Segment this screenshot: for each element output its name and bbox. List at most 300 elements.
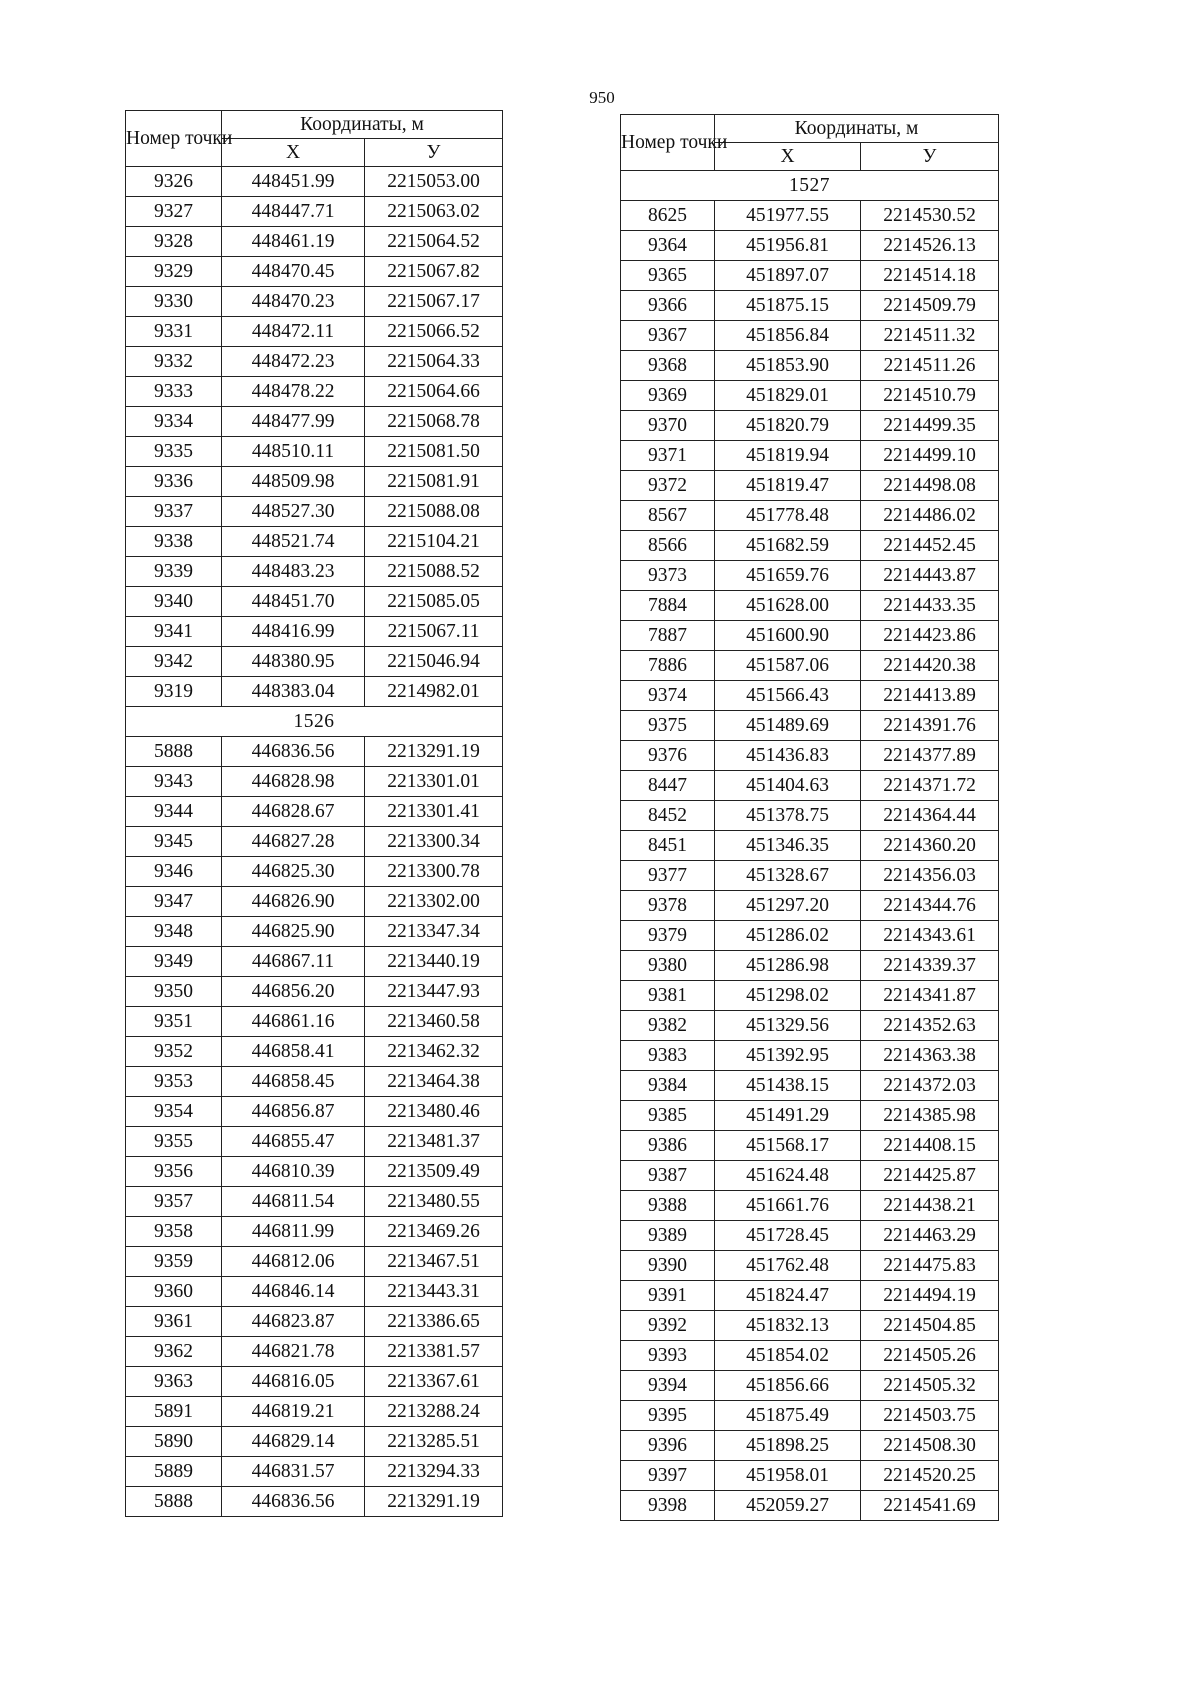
table-row bbox=[126, 287, 503, 317]
x-coordinate-cell: 451856.84 bbox=[715, 321, 861, 351]
point-number-cell: 9370 bbox=[621, 411, 715, 441]
table-row bbox=[126, 797, 503, 827]
point-number-cell: 9397 bbox=[621, 1461, 715, 1491]
point-number-cell: 9396 bbox=[621, 1431, 715, 1461]
point-number-cell: 9342 bbox=[126, 647, 222, 677]
point-number-cell: 9354 bbox=[126, 1097, 222, 1127]
point-number-cell: 9373 bbox=[621, 561, 715, 591]
x-coordinate-cell: 451297.20 bbox=[715, 891, 861, 921]
x-coordinate-cell: 451819.94 bbox=[715, 441, 861, 471]
point-number-cell: 9337 bbox=[126, 497, 222, 527]
x-coordinate-cell: 446825.90 bbox=[222, 917, 365, 947]
table-row bbox=[621, 1071, 999, 1101]
point-number-cell: 9376 bbox=[621, 741, 715, 771]
y-coordinate-cell: 2214510.79 bbox=[861, 381, 999, 411]
table-row bbox=[621, 1311, 999, 1341]
y-coordinate-cell: 2214503.75 bbox=[861, 1401, 999, 1431]
table-row bbox=[621, 1281, 999, 1311]
y-coordinate-cell: 2215063.02 bbox=[365, 197, 503, 227]
point-number-cell: 9366 bbox=[621, 291, 715, 321]
x-coordinate-cell: 446810.39 bbox=[222, 1157, 365, 1187]
point-number-cell: 9387 bbox=[621, 1161, 715, 1191]
table-row bbox=[621, 771, 999, 801]
x-coordinate-cell: 451659.76 bbox=[715, 561, 861, 591]
x-coordinate-cell: 451820.79 bbox=[715, 411, 861, 441]
table-row bbox=[126, 317, 503, 347]
x-coordinate-cell: 446828.67 bbox=[222, 797, 365, 827]
x-coordinate-cell: 451875.15 bbox=[715, 291, 861, 321]
point-number-cell: 8566 bbox=[621, 531, 715, 561]
table-row bbox=[126, 947, 503, 977]
y-coordinate-cell: 2214509.79 bbox=[861, 291, 999, 321]
x-coordinate-cell: 451566.43 bbox=[715, 681, 861, 711]
y-coordinate-cell: 2214494.19 bbox=[861, 1281, 999, 1311]
y-coordinate-cell: 2214463.29 bbox=[861, 1221, 999, 1251]
table-row bbox=[621, 1371, 999, 1401]
x-coordinate-cell: 448447.71 bbox=[222, 197, 365, 227]
point-number-cell: 9395 bbox=[621, 1401, 715, 1431]
x-coordinate-cell: 448477.99 bbox=[222, 407, 365, 437]
x-coordinate-cell: 446812.06 bbox=[222, 1247, 365, 1277]
x-coordinate-cell: 451778.48 bbox=[715, 501, 861, 531]
x-coordinate-cell: 448451.99 bbox=[222, 167, 365, 197]
table-row bbox=[621, 351, 999, 381]
table-row bbox=[621, 561, 999, 591]
x-coordinate-cell: 446816.05 bbox=[222, 1367, 365, 1397]
table-row bbox=[621, 981, 999, 1011]
x-coordinate-cell: 451378.75 bbox=[715, 801, 861, 831]
x-coordinate-cell: 451298.02 bbox=[715, 981, 861, 1011]
table-row bbox=[621, 1251, 999, 1281]
point-number-cell: 9348 bbox=[126, 917, 222, 947]
point-number-cell: 9372 bbox=[621, 471, 715, 501]
x-coordinate-cell: 451853.90 bbox=[715, 351, 861, 381]
point-number-cell: 9319 bbox=[126, 677, 222, 707]
x-coordinate-cell: 446826.90 bbox=[222, 887, 365, 917]
x-coordinate-cell: 451600.90 bbox=[715, 621, 861, 651]
point-number-cell: 9355 bbox=[126, 1127, 222, 1157]
x-coordinate-cell: 451762.48 bbox=[715, 1251, 861, 1281]
point-number-cell: 9359 bbox=[126, 1247, 222, 1277]
table-row bbox=[126, 1397, 503, 1427]
y-coordinate-cell: 2214420.38 bbox=[861, 651, 999, 681]
table-row bbox=[621, 1161, 999, 1191]
point-number-cell: 9377 bbox=[621, 861, 715, 891]
x-coordinate-cell: 451392.95 bbox=[715, 1041, 861, 1071]
x-coordinate-cell: 448483.23 bbox=[222, 557, 365, 587]
x-coordinate-cell: 451824.47 bbox=[715, 1281, 861, 1311]
table-row bbox=[126, 1067, 503, 1097]
point-number-cell: 9390 bbox=[621, 1251, 715, 1281]
x-coordinate-cell: 451856.66 bbox=[715, 1371, 861, 1401]
x-coordinate-cell: 446819.21 bbox=[222, 1397, 365, 1427]
table-row bbox=[621, 261, 999, 291]
table-row bbox=[621, 711, 999, 741]
point-number-cell: 9374 bbox=[621, 681, 715, 711]
table-row bbox=[621, 1401, 999, 1431]
point-number-cell: 9384 bbox=[621, 1071, 715, 1101]
point-number-cell: 9335 bbox=[126, 437, 222, 467]
y-coordinate-cell: 2213294.33 bbox=[365, 1457, 503, 1487]
point-number-cell: 9364 bbox=[621, 231, 715, 261]
table-row bbox=[126, 527, 503, 557]
y-coordinate-cell: 2214508.30 bbox=[861, 1431, 999, 1461]
y-coordinate-cell: 2214352.63 bbox=[861, 1011, 999, 1041]
point-number-cell: 7884 bbox=[621, 591, 715, 621]
table-row bbox=[126, 167, 503, 197]
x-coordinate-cell: 448527.30 bbox=[222, 497, 365, 527]
table-row bbox=[126, 557, 503, 587]
table-row bbox=[126, 767, 503, 797]
y-coordinate-cell: 2215088.08 bbox=[365, 497, 503, 527]
x-coordinate-cell: 452059.27 bbox=[715, 1491, 861, 1521]
x-coordinate-cell: 446836.56 bbox=[222, 1487, 365, 1517]
x-coordinate-cell: 448472.23 bbox=[222, 347, 365, 377]
point-number-cell: 9375 bbox=[621, 711, 715, 741]
y-coordinate-cell: 2213447.93 bbox=[365, 977, 503, 1007]
point-number-cell: 9334 bbox=[126, 407, 222, 437]
y-coordinate-cell: 2214526.13 bbox=[861, 231, 999, 261]
point-number-cell: 9393 bbox=[621, 1341, 715, 1371]
y-coordinate-cell: 2214514.18 bbox=[861, 261, 999, 291]
table-row bbox=[621, 231, 999, 261]
y-coordinate-cell: 2214377.89 bbox=[861, 741, 999, 771]
y-coordinate-cell: 2213481.37 bbox=[365, 1127, 503, 1157]
page-number: 950 bbox=[589, 88, 615, 107]
table-row bbox=[126, 617, 503, 647]
point-number-cell: 9398 bbox=[621, 1491, 715, 1521]
point-number-cell: 9382 bbox=[621, 1011, 715, 1041]
x-coordinate-cell: 446828.98 bbox=[222, 767, 365, 797]
section-row bbox=[621, 171, 999, 201]
point-number-cell: 9380 bbox=[621, 951, 715, 981]
point-number-cell: 9389 bbox=[621, 1221, 715, 1251]
y-coordinate-cell: 2213462.32 bbox=[365, 1037, 503, 1067]
y-coordinate-cell: 2214438.21 bbox=[861, 1191, 999, 1221]
y-coordinate-cell: 2214499.35 bbox=[861, 411, 999, 441]
table-row bbox=[621, 411, 999, 441]
table-row bbox=[126, 647, 503, 677]
point-number-cell: 9328 bbox=[126, 227, 222, 257]
table-body bbox=[621, 171, 999, 1521]
table-row bbox=[621, 501, 999, 531]
x-coordinate-cell: 448470.23 bbox=[222, 287, 365, 317]
table-row bbox=[126, 1247, 503, 1277]
point-number-cell: 9341 bbox=[126, 617, 222, 647]
table-row bbox=[621, 891, 999, 921]
y-coordinate-cell: 2213381.57 bbox=[365, 1337, 503, 1367]
y-coordinate-cell: 2213480.46 bbox=[365, 1097, 503, 1127]
y-coordinate-cell: 2214372.03 bbox=[861, 1071, 999, 1101]
y-coordinate-cell: 2215081.50 bbox=[365, 437, 503, 467]
x-coordinate-cell: 446861.16 bbox=[222, 1007, 365, 1037]
point-number-cell: 9360 bbox=[126, 1277, 222, 1307]
y-coordinate-cell: 2215068.78 bbox=[365, 407, 503, 437]
x-coordinate-cell: 448470.45 bbox=[222, 257, 365, 287]
point-number-cell: 9346 bbox=[126, 857, 222, 887]
point-number-cell: 9339 bbox=[126, 557, 222, 587]
x-coordinate-cell: 446829.14 bbox=[222, 1427, 365, 1457]
point-number-cell: 9381 bbox=[621, 981, 715, 1011]
y-coordinate-cell: 2213467.51 bbox=[365, 1247, 503, 1277]
x-coordinate-cell: 446831.57 bbox=[222, 1457, 365, 1487]
y-coordinate-cell: 2214413.89 bbox=[861, 681, 999, 711]
x-coordinate-cell: 451346.35 bbox=[715, 831, 861, 861]
y-coordinate-cell: 2215085.05 bbox=[365, 587, 503, 617]
point-number-cell: 9379 bbox=[621, 921, 715, 951]
y-coordinate-cell: 2214343.61 bbox=[861, 921, 999, 951]
table-row bbox=[126, 257, 503, 287]
x-coordinate-cell: 446825.30 bbox=[222, 857, 365, 887]
y-coordinate-cell: 2213285.51 bbox=[365, 1427, 503, 1457]
table-row bbox=[126, 467, 503, 497]
point-number-cell: 9350 bbox=[126, 977, 222, 1007]
x-coordinate-cell: 448509.98 bbox=[222, 467, 365, 497]
y-coordinate-cell: 2215066.52 bbox=[365, 317, 503, 347]
point-number-cell: 9352 bbox=[126, 1037, 222, 1067]
x-coordinate-cell: 448461.19 bbox=[222, 227, 365, 257]
y-coordinate-cell: 2214371.72 bbox=[861, 771, 999, 801]
point-number-cell: 7886 bbox=[621, 651, 715, 681]
point-number-cell: 5888 bbox=[126, 737, 222, 767]
x-coordinate-cell: 448472.11 bbox=[222, 317, 365, 347]
x-coordinate-cell: 448416.99 bbox=[222, 617, 365, 647]
point-number-cell: 9378 bbox=[621, 891, 715, 921]
section-row bbox=[126, 707, 503, 737]
point-number-cell: 9340 bbox=[126, 587, 222, 617]
table-row bbox=[621, 381, 999, 411]
y-coordinate-cell: 2215088.52 bbox=[365, 557, 503, 587]
x-column-header: X bbox=[222, 139, 365, 167]
x-coordinate-cell: 451977.55 bbox=[715, 201, 861, 231]
table-row bbox=[621, 441, 999, 471]
y-coordinate-cell: 2214511.32 bbox=[861, 321, 999, 351]
x-coordinate-cell: 451832.13 bbox=[715, 1311, 861, 1341]
point-number-cell: 9383 bbox=[621, 1041, 715, 1071]
x-coordinate-cell: 451286.98 bbox=[715, 951, 861, 981]
table-row bbox=[621, 1131, 999, 1161]
x-coordinate-cell: 451587.06 bbox=[715, 651, 861, 681]
y-coordinate-cell: 2215104.21 bbox=[365, 527, 503, 557]
table-row bbox=[126, 347, 503, 377]
y-coordinate-cell: 2214433.35 bbox=[861, 591, 999, 621]
point-number-header: Номер точки bbox=[126, 111, 222, 167]
x-coordinate-cell: 448521.74 bbox=[222, 527, 365, 557]
y-coordinate-cell: 2214341.87 bbox=[861, 981, 999, 1011]
x-coordinate-cell: 451628.00 bbox=[715, 591, 861, 621]
y-coordinate-cell: 2214486.02 bbox=[861, 501, 999, 531]
point-number-cell: 8451 bbox=[621, 831, 715, 861]
y-coordinate-cell: 2214385.98 bbox=[861, 1101, 999, 1131]
point-number-cell: 9326 bbox=[126, 167, 222, 197]
x-coordinate-cell: 446856.87 bbox=[222, 1097, 365, 1127]
table-row bbox=[621, 801, 999, 831]
table-row bbox=[621, 471, 999, 501]
x-coordinate-cell: 451819.47 bbox=[715, 471, 861, 501]
table-row bbox=[126, 917, 503, 947]
point-number-cell: 9363 bbox=[126, 1367, 222, 1397]
y-coordinate-cell: 2214498.08 bbox=[861, 471, 999, 501]
x-coordinate-cell: 451897.07 bbox=[715, 261, 861, 291]
x-coordinate-cell: 446823.87 bbox=[222, 1307, 365, 1337]
table-row bbox=[621, 1101, 999, 1131]
point-number-cell: 9344 bbox=[126, 797, 222, 827]
y-coordinate-cell: 2214505.32 bbox=[861, 1371, 999, 1401]
x-coordinate-cell: 451568.17 bbox=[715, 1131, 861, 1161]
table-row bbox=[621, 1191, 999, 1221]
x-coordinate-cell: 451404.63 bbox=[715, 771, 861, 801]
y-coordinate-cell: 2213301.01 bbox=[365, 767, 503, 797]
table-row bbox=[621, 591, 999, 621]
table-row bbox=[126, 407, 503, 437]
x-coordinate-cell: 451436.83 bbox=[715, 741, 861, 771]
point-number-cell: 9336 bbox=[126, 467, 222, 497]
y-coordinate-cell: 2214408.15 bbox=[861, 1131, 999, 1161]
section-number: 1526 bbox=[126, 707, 503, 737]
point-number-cell: 9365 bbox=[621, 261, 715, 291]
table-row bbox=[126, 1187, 503, 1217]
y-coordinate-cell: 2213300.34 bbox=[365, 827, 503, 857]
point-number-cell: 9332 bbox=[126, 347, 222, 377]
x-coordinate-cell: 446836.56 bbox=[222, 737, 365, 767]
point-number-cell: 7887 bbox=[621, 621, 715, 651]
x-coordinate-cell: 451854.02 bbox=[715, 1341, 861, 1371]
y-coordinate-cell: 2213480.55 bbox=[365, 1187, 503, 1217]
y-coordinate-cell: 2213291.19 bbox=[365, 737, 503, 767]
coordinates-table-right bbox=[620, 114, 999, 1521]
x-coordinate-cell: 451328.67 bbox=[715, 861, 861, 891]
point-number-cell: 9353 bbox=[126, 1067, 222, 1097]
x-coordinate-cell: 446821.78 bbox=[222, 1337, 365, 1367]
point-number-cell: 9368 bbox=[621, 351, 715, 381]
point-number-cell: 9338 bbox=[126, 527, 222, 557]
y-coordinate-cell: 2213464.38 bbox=[365, 1067, 503, 1097]
table-row bbox=[126, 857, 503, 887]
point-number-cell: 5890 bbox=[126, 1427, 222, 1457]
y-coordinate-cell: 2215081.91 bbox=[365, 467, 503, 497]
x-coordinate-cell: 451661.76 bbox=[715, 1191, 861, 1221]
point-number-cell: 9345 bbox=[126, 827, 222, 857]
table-header bbox=[126, 111, 503, 167]
x-coordinate-cell: 446858.45 bbox=[222, 1067, 365, 1097]
y-coordinate-cell: 2214541.69 bbox=[861, 1491, 999, 1521]
x-coordinate-cell: 451438.15 bbox=[715, 1071, 861, 1101]
y-coordinate-cell: 2213347.34 bbox=[365, 917, 503, 947]
x-coordinate-cell: 446811.99 bbox=[222, 1217, 365, 1247]
table-row bbox=[621, 531, 999, 561]
table-row bbox=[621, 861, 999, 891]
table-row bbox=[126, 587, 503, 617]
point-number-cell: 8452 bbox=[621, 801, 715, 831]
table-row bbox=[621, 951, 999, 981]
x-coordinate-cell: 451682.59 bbox=[715, 531, 861, 561]
table-row bbox=[621, 1221, 999, 1251]
y-column-header: У bbox=[365, 139, 503, 167]
table-row bbox=[621, 201, 999, 231]
table-row bbox=[126, 977, 503, 1007]
coordinates-table-left bbox=[125, 110, 503, 1517]
point-number-cell: 9391 bbox=[621, 1281, 715, 1311]
x-coordinate-cell: 448478.22 bbox=[222, 377, 365, 407]
y-coordinate-cell: 2215053.00 bbox=[365, 167, 503, 197]
coordinates-header: Координаты, м bbox=[222, 111, 503, 139]
x-column-header: X bbox=[715, 143, 861, 171]
point-number-cell: 9356 bbox=[126, 1157, 222, 1187]
y-coordinate-cell: 2215064.52 bbox=[365, 227, 503, 257]
table-row bbox=[621, 1011, 999, 1041]
point-number-cell: 9367 bbox=[621, 321, 715, 351]
y-coordinate-cell: 2215064.66 bbox=[365, 377, 503, 407]
y-coordinate-cell: 2213443.31 bbox=[365, 1277, 503, 1307]
y-coordinate-cell: 2214443.87 bbox=[861, 561, 999, 591]
point-number-cell: 9369 bbox=[621, 381, 715, 411]
table-body bbox=[126, 167, 503, 1517]
table-row bbox=[126, 1307, 503, 1337]
table-row bbox=[621, 1431, 999, 1461]
x-coordinate-cell: 446856.20 bbox=[222, 977, 365, 1007]
x-coordinate-cell: 451958.01 bbox=[715, 1461, 861, 1491]
y-coordinate-cell: 2214475.83 bbox=[861, 1251, 999, 1281]
table-row bbox=[126, 1007, 503, 1037]
point-number-cell: 9362 bbox=[126, 1337, 222, 1367]
point-number-cell: 9351 bbox=[126, 1007, 222, 1037]
y-coordinate-cell: 2213460.58 bbox=[365, 1007, 503, 1037]
point-number-cell: 9394 bbox=[621, 1371, 715, 1401]
table-row bbox=[126, 1037, 503, 1067]
table-row bbox=[126, 1487, 503, 1517]
point-number-cell: 9329 bbox=[126, 257, 222, 287]
y-coordinate-cell: 2214530.52 bbox=[861, 201, 999, 231]
x-coordinate-cell: 451624.48 bbox=[715, 1161, 861, 1191]
x-coordinate-cell: 448510.11 bbox=[222, 437, 365, 467]
point-number-cell: 5888 bbox=[126, 1487, 222, 1517]
table-row bbox=[621, 1341, 999, 1371]
table-row bbox=[621, 681, 999, 711]
table-row bbox=[621, 621, 999, 651]
table-row bbox=[126, 827, 503, 857]
point-number-cell: 9347 bbox=[126, 887, 222, 917]
point-number-cell: 9357 bbox=[126, 1187, 222, 1217]
y-coordinate-cell: 2215064.33 bbox=[365, 347, 503, 377]
y-coordinate-cell: 2214344.76 bbox=[861, 891, 999, 921]
y-coordinate-cell: 2213288.24 bbox=[365, 1397, 503, 1427]
table-row bbox=[126, 437, 503, 467]
table-row bbox=[126, 227, 503, 257]
table-row bbox=[126, 1337, 503, 1367]
x-coordinate-cell: 451898.25 bbox=[715, 1431, 861, 1461]
table-row bbox=[621, 1461, 999, 1491]
table-header bbox=[621, 115, 999, 171]
y-coordinate-cell: 2214360.20 bbox=[861, 831, 999, 861]
x-coordinate-cell: 451956.81 bbox=[715, 231, 861, 261]
y-coordinate-cell: 2215046.94 bbox=[365, 647, 503, 677]
table-row bbox=[126, 1367, 503, 1397]
point-number-cell: 9388 bbox=[621, 1191, 715, 1221]
y-coordinate-cell: 2214391.76 bbox=[861, 711, 999, 741]
y-coordinate-cell: 2214499.10 bbox=[861, 441, 999, 471]
point-number-cell: 9371 bbox=[621, 441, 715, 471]
x-coordinate-cell: 446846.14 bbox=[222, 1277, 365, 1307]
x-coordinate-cell: 451329.56 bbox=[715, 1011, 861, 1041]
x-coordinate-cell: 451286.02 bbox=[715, 921, 861, 951]
x-coordinate-cell: 448380.95 bbox=[222, 647, 365, 677]
y-coordinate-cell: 2214452.45 bbox=[861, 531, 999, 561]
y-coordinate-cell: 2214363.38 bbox=[861, 1041, 999, 1071]
table-row bbox=[621, 741, 999, 771]
point-number-cell: 9392 bbox=[621, 1311, 715, 1341]
point-number-cell: 9343 bbox=[126, 767, 222, 797]
table-row bbox=[126, 1277, 503, 1307]
